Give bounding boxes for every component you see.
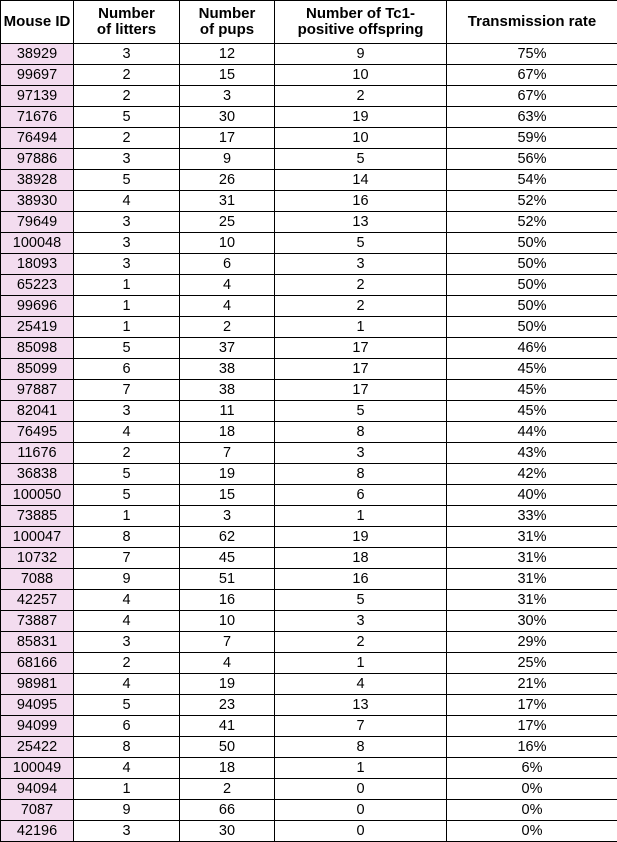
table-row bbox=[1, 170, 617, 191]
pups-cell: 38 bbox=[180, 380, 275, 401]
table-row bbox=[1, 317, 617, 338]
tc1-positive-cell: 2 bbox=[275, 275, 447, 296]
litters-cell: 2 bbox=[74, 86, 180, 107]
mouse-id-cell: 38928 bbox=[1, 170, 74, 191]
table-row bbox=[1, 590, 617, 611]
transmission-rate-cell: 0% bbox=[447, 821, 617, 842]
tc1-positive-cell: 5 bbox=[275, 233, 447, 254]
mouse-id-cell: 97887 bbox=[1, 380, 74, 401]
transmission-rate-cell: 59% bbox=[447, 128, 617, 149]
mouse-id-cell: 97886 bbox=[1, 149, 74, 170]
litters-cell: 6 bbox=[74, 359, 180, 380]
transmission-rate-cell: 75% bbox=[447, 44, 617, 65]
transmission-rate-cell: 30% bbox=[447, 611, 617, 632]
transmission-rate-cell: 44% bbox=[447, 422, 617, 443]
pups-cell: 10 bbox=[180, 233, 275, 254]
table-row bbox=[1, 548, 617, 569]
transmission-rate-cell: 45% bbox=[447, 380, 617, 401]
mouse-id-cell: 36838 bbox=[1, 464, 74, 485]
mouse-id-cell: 7088 bbox=[1, 569, 74, 590]
transmission-rate-cell: 43% bbox=[447, 443, 617, 464]
litters-cell: 6 bbox=[74, 716, 180, 737]
tc1-positive-cell: 17 bbox=[275, 380, 447, 401]
pups-cell: 2 bbox=[180, 317, 275, 338]
pups-cell: 15 bbox=[180, 485, 275, 506]
table-row bbox=[1, 86, 617, 107]
transmission-rate-cell: 0% bbox=[447, 800, 617, 821]
transmission-rate-cell: 63% bbox=[447, 107, 617, 128]
transmission-rate-cell: 50% bbox=[447, 317, 617, 338]
pups-cell: 7 bbox=[180, 632, 275, 653]
litters-cell: 1 bbox=[74, 506, 180, 527]
mouse-id-cell: 85099 bbox=[1, 359, 74, 380]
pups-cell: 6 bbox=[180, 254, 275, 275]
litters-cell: 4 bbox=[74, 758, 180, 779]
pups-cell: 37 bbox=[180, 338, 275, 359]
mouse-id-cell: 73885 bbox=[1, 506, 74, 527]
mouse-id-cell: 100047 bbox=[1, 527, 74, 548]
table-row bbox=[1, 191, 617, 212]
table-row bbox=[1, 800, 617, 821]
litters-cell: 4 bbox=[74, 191, 180, 212]
mouse-id-cell: 7087 bbox=[1, 800, 74, 821]
header-line: of pups bbox=[199, 21, 255, 38]
mouse-id-cell: 85098 bbox=[1, 338, 74, 359]
transmission-rate-cell: 52% bbox=[447, 191, 617, 212]
table-row bbox=[1, 107, 617, 128]
header-line: Transmission rate bbox=[467, 13, 597, 30]
transmission-rate-cell: 45% bbox=[447, 359, 617, 380]
mouse-id-cell: 25422 bbox=[1, 737, 74, 758]
litters-cell: 5 bbox=[74, 464, 180, 485]
tc1-positive-cell: 2 bbox=[275, 296, 447, 317]
mouse-id-cell: 97139 bbox=[1, 86, 74, 107]
header-tc1-positive-offspring bbox=[275, 1, 447, 44]
transmission-rate-cell: 31% bbox=[447, 527, 617, 548]
mouse-id-cell: 94099 bbox=[1, 716, 74, 737]
pups-cell: 62 bbox=[180, 527, 275, 548]
mouse-id-cell: 94095 bbox=[1, 695, 74, 716]
pups-cell: 2 bbox=[180, 779, 275, 800]
litters-cell: 4 bbox=[74, 422, 180, 443]
tc1-positive-cell: 8 bbox=[275, 737, 447, 758]
transmission-rate-cell: 17% bbox=[447, 695, 617, 716]
litters-cell: 2 bbox=[74, 443, 180, 464]
tc1-positive-cell: 0 bbox=[275, 779, 447, 800]
litters-cell: 7 bbox=[74, 380, 180, 401]
pups-cell: 38 bbox=[180, 359, 275, 380]
litters-cell: 1 bbox=[74, 779, 180, 800]
pups-cell: 15 bbox=[180, 65, 275, 86]
tc1-positive-cell: 10 bbox=[275, 128, 447, 149]
mouse-id-cell: 98981 bbox=[1, 674, 74, 695]
transmission-rate-cell: 31% bbox=[447, 590, 617, 611]
pups-cell: 25 bbox=[180, 212, 275, 233]
tc1-positive-cell: 14 bbox=[275, 170, 447, 191]
mouse-id-cell: 42257 bbox=[1, 590, 74, 611]
tc1-positive-cell: 3 bbox=[275, 611, 447, 632]
pups-cell: 23 bbox=[180, 695, 275, 716]
pups-cell: 4 bbox=[180, 653, 275, 674]
litters-cell: 3 bbox=[74, 632, 180, 653]
litters-cell: 2 bbox=[74, 128, 180, 149]
tc1-positive-cell: 1 bbox=[275, 758, 447, 779]
litters-cell: 3 bbox=[74, 149, 180, 170]
litters-cell: 4 bbox=[74, 590, 180, 611]
mouse-id-cell: 73887 bbox=[1, 611, 74, 632]
table-row bbox=[1, 527, 617, 548]
litters-cell: 4 bbox=[74, 674, 180, 695]
table-row bbox=[1, 44, 617, 65]
table-row bbox=[1, 359, 617, 380]
pups-cell: 26 bbox=[180, 170, 275, 191]
tc1-positive-cell: 3 bbox=[275, 443, 447, 464]
transmission-rate-cell: 31% bbox=[447, 548, 617, 569]
pups-cell: 10 bbox=[180, 611, 275, 632]
mouse-id-cell: 25419 bbox=[1, 317, 74, 338]
pups-cell: 30 bbox=[180, 821, 275, 842]
litters-cell: 8 bbox=[74, 527, 180, 548]
tc1-positive-cell: 7 bbox=[275, 716, 447, 737]
pups-cell: 3 bbox=[180, 506, 275, 527]
mouse-id-cell: 71676 bbox=[1, 107, 74, 128]
table-row bbox=[1, 338, 617, 359]
litters-cell: 2 bbox=[74, 653, 180, 674]
mouse-id-cell: 18093 bbox=[1, 254, 74, 275]
transmission-rate-cell: 0% bbox=[447, 779, 617, 800]
mouse-id-cell: 100048 bbox=[1, 233, 74, 254]
table-row bbox=[1, 422, 617, 443]
transmission-rate-cell: 50% bbox=[447, 233, 617, 254]
tc1-positive-cell: 6 bbox=[275, 485, 447, 506]
pups-cell: 19 bbox=[180, 674, 275, 695]
tc1-positive-cell: 13 bbox=[275, 695, 447, 716]
header-row bbox=[1, 1, 617, 44]
tc1-positive-cell: 0 bbox=[275, 821, 447, 842]
litters-cell: 7 bbox=[74, 548, 180, 569]
transmission-rate-cell: 52% bbox=[447, 212, 617, 233]
header-line: Number bbox=[98, 5, 155, 22]
pups-cell: 41 bbox=[180, 716, 275, 737]
transmission-rate-cell: 21% bbox=[447, 674, 617, 695]
header-number-of-pups bbox=[180, 1, 275, 44]
transmission-rate-cell: 25% bbox=[447, 653, 617, 674]
tc1-positive-cell: 8 bbox=[275, 422, 447, 443]
tc1-positive-cell: 5 bbox=[275, 401, 447, 422]
tc1-positive-cell: 5 bbox=[275, 590, 447, 611]
table-row bbox=[1, 716, 617, 737]
header-line: Mouse ID bbox=[3, 13, 71, 30]
tc1-positive-cell: 2 bbox=[275, 86, 447, 107]
table-row bbox=[1, 149, 617, 170]
mouse-id-cell: 85831 bbox=[1, 632, 74, 653]
pups-cell: 31 bbox=[180, 191, 275, 212]
table-row bbox=[1, 254, 617, 275]
pups-cell: 3 bbox=[180, 86, 275, 107]
pups-cell: 16 bbox=[180, 590, 275, 611]
litters-cell: 5 bbox=[74, 338, 180, 359]
table-row bbox=[1, 653, 617, 674]
table-header bbox=[1, 1, 617, 44]
litters-cell: 5 bbox=[74, 485, 180, 506]
header-transmission-rate bbox=[447, 1, 617, 44]
litters-cell: 9 bbox=[74, 569, 180, 590]
transmission-rate-cell: 16% bbox=[447, 737, 617, 758]
tc1-positive-cell: 17 bbox=[275, 359, 447, 380]
table-row bbox=[1, 821, 617, 842]
table-row bbox=[1, 632, 617, 653]
tc1-positive-cell: 19 bbox=[275, 107, 447, 128]
tc1-positive-cell: 19 bbox=[275, 527, 447, 548]
tc1-positive-cell: 13 bbox=[275, 212, 447, 233]
pups-cell: 7 bbox=[180, 443, 275, 464]
pups-cell: 30 bbox=[180, 107, 275, 128]
tc1-positive-cell: 1 bbox=[275, 506, 447, 527]
tc1-positive-cell: 10 bbox=[275, 65, 447, 86]
tc1-positive-cell: 3 bbox=[275, 254, 447, 275]
litters-cell: 1 bbox=[74, 275, 180, 296]
transmission-rate-cell: 50% bbox=[447, 275, 617, 296]
litters-cell: 5 bbox=[74, 170, 180, 191]
transmission-rate-cell: 17% bbox=[447, 716, 617, 737]
mouse-id-cell: 38929 bbox=[1, 44, 74, 65]
table-row bbox=[1, 212, 617, 233]
transmission-rate-cell: 67% bbox=[447, 86, 617, 107]
transmission-rate-cell: 45% bbox=[447, 401, 617, 422]
litters-cell: 3 bbox=[74, 212, 180, 233]
tc1-positive-cell: 2 bbox=[275, 632, 447, 653]
table-row bbox=[1, 128, 617, 149]
mouse-id-cell: 79649 bbox=[1, 212, 74, 233]
tc1-positive-cell: 4 bbox=[275, 674, 447, 695]
mouse-id-cell: 99696 bbox=[1, 296, 74, 317]
table-row bbox=[1, 779, 617, 800]
table-row bbox=[1, 275, 617, 296]
table-row bbox=[1, 296, 617, 317]
mouse-id-cell: 99697 bbox=[1, 65, 74, 86]
pups-cell: 66 bbox=[180, 800, 275, 821]
tc1-positive-cell: 16 bbox=[275, 191, 447, 212]
mouse-id-cell: 82041 bbox=[1, 401, 74, 422]
tc1-positive-cell: 1 bbox=[275, 653, 447, 674]
pups-cell: 9 bbox=[180, 149, 275, 170]
mouse-id-cell: 100049 bbox=[1, 758, 74, 779]
mouse-id-cell: 65223 bbox=[1, 275, 74, 296]
litters-cell: 3 bbox=[74, 821, 180, 842]
pups-cell: 50 bbox=[180, 737, 275, 758]
litters-cell: 4 bbox=[74, 611, 180, 632]
tc1-positive-cell: 5 bbox=[275, 149, 447, 170]
table-row bbox=[1, 695, 617, 716]
pups-cell: 45 bbox=[180, 548, 275, 569]
table-row bbox=[1, 611, 617, 632]
table-row bbox=[1, 233, 617, 254]
litters-cell: 3 bbox=[74, 254, 180, 275]
mouse-id-cell: 42196 bbox=[1, 821, 74, 842]
table-row bbox=[1, 674, 617, 695]
transmission-rate-cell: 56% bbox=[447, 149, 617, 170]
litters-cell: 5 bbox=[74, 695, 180, 716]
transmission-rate-cell: 40% bbox=[447, 485, 617, 506]
header-line: positive offspring bbox=[297, 21, 424, 38]
tc1-positive-cell: 0 bbox=[275, 800, 447, 821]
transmission-rate-cell: 50% bbox=[447, 296, 617, 317]
table-row bbox=[1, 401, 617, 422]
table-row bbox=[1, 380, 617, 401]
table-row bbox=[1, 464, 617, 485]
header-line: of litters bbox=[96, 21, 157, 38]
litters-cell: 3 bbox=[74, 401, 180, 422]
mouse-id-cell: 11676 bbox=[1, 443, 74, 464]
table-row bbox=[1, 485, 617, 506]
header-line: Number bbox=[198, 5, 256, 22]
transmission-rate-cell: 29% bbox=[447, 632, 617, 653]
header-line: Number of Tc1- bbox=[306, 5, 415, 22]
pups-cell: 51 bbox=[180, 569, 275, 590]
litters-cell: 1 bbox=[74, 317, 180, 338]
mouse-id-cell: 94094 bbox=[1, 779, 74, 800]
table-body bbox=[1, 44, 617, 842]
transmission-rate-cell: 46% bbox=[447, 338, 617, 359]
pups-cell: 17 bbox=[180, 128, 275, 149]
pups-cell: 18 bbox=[180, 422, 275, 443]
litters-cell: 8 bbox=[74, 737, 180, 758]
mouse-id-cell: 100050 bbox=[1, 485, 74, 506]
litters-cell: 5 bbox=[74, 107, 180, 128]
mouse-id-cell: 38930 bbox=[1, 191, 74, 212]
table-row bbox=[1, 737, 617, 758]
litters-cell: 1 bbox=[74, 296, 180, 317]
tc1-positive-cell: 8 bbox=[275, 464, 447, 485]
tc1-positive-cell: 17 bbox=[275, 338, 447, 359]
transmission-rate-cell: 54% bbox=[447, 170, 617, 191]
transmission-rate-cell: 67% bbox=[447, 65, 617, 86]
transmission-rate-cell: 33% bbox=[447, 506, 617, 527]
litters-cell: 3 bbox=[74, 233, 180, 254]
pups-cell: 19 bbox=[180, 464, 275, 485]
pups-cell: 11 bbox=[180, 401, 275, 422]
litters-cell: 3 bbox=[74, 44, 180, 65]
mouse-id-cell: 68166 bbox=[1, 653, 74, 674]
tc1-positive-cell: 16 bbox=[275, 569, 447, 590]
mouse-id-cell: 76494 bbox=[1, 128, 74, 149]
pups-cell: 4 bbox=[180, 275, 275, 296]
pups-cell: 18 bbox=[180, 758, 275, 779]
tc1-positive-cell: 1 bbox=[275, 317, 447, 338]
pups-cell: 4 bbox=[180, 296, 275, 317]
litters-cell: 2 bbox=[74, 65, 180, 86]
table-row bbox=[1, 443, 617, 464]
litters-cell: 9 bbox=[74, 800, 180, 821]
pups-cell: 12 bbox=[180, 44, 275, 65]
header-mouse-id bbox=[1, 1, 74, 44]
transmission-rate-cell: 50% bbox=[447, 254, 617, 275]
tc1-positive-cell: 18 bbox=[275, 548, 447, 569]
transmission-rate-cell: 31% bbox=[447, 569, 617, 590]
table-row bbox=[1, 506, 617, 527]
table-row bbox=[1, 65, 617, 86]
transmission-rate-cell: 42% bbox=[447, 464, 617, 485]
transmission-rate-cell: 6% bbox=[447, 758, 617, 779]
table-row bbox=[1, 569, 617, 590]
tc1-positive-cell: 9 bbox=[275, 44, 447, 65]
header-number-of-litters bbox=[74, 1, 180, 44]
mouse-id-cell: 76495 bbox=[1, 422, 74, 443]
mouse-id-cell: 10732 bbox=[1, 548, 74, 569]
table-row bbox=[1, 758, 617, 779]
